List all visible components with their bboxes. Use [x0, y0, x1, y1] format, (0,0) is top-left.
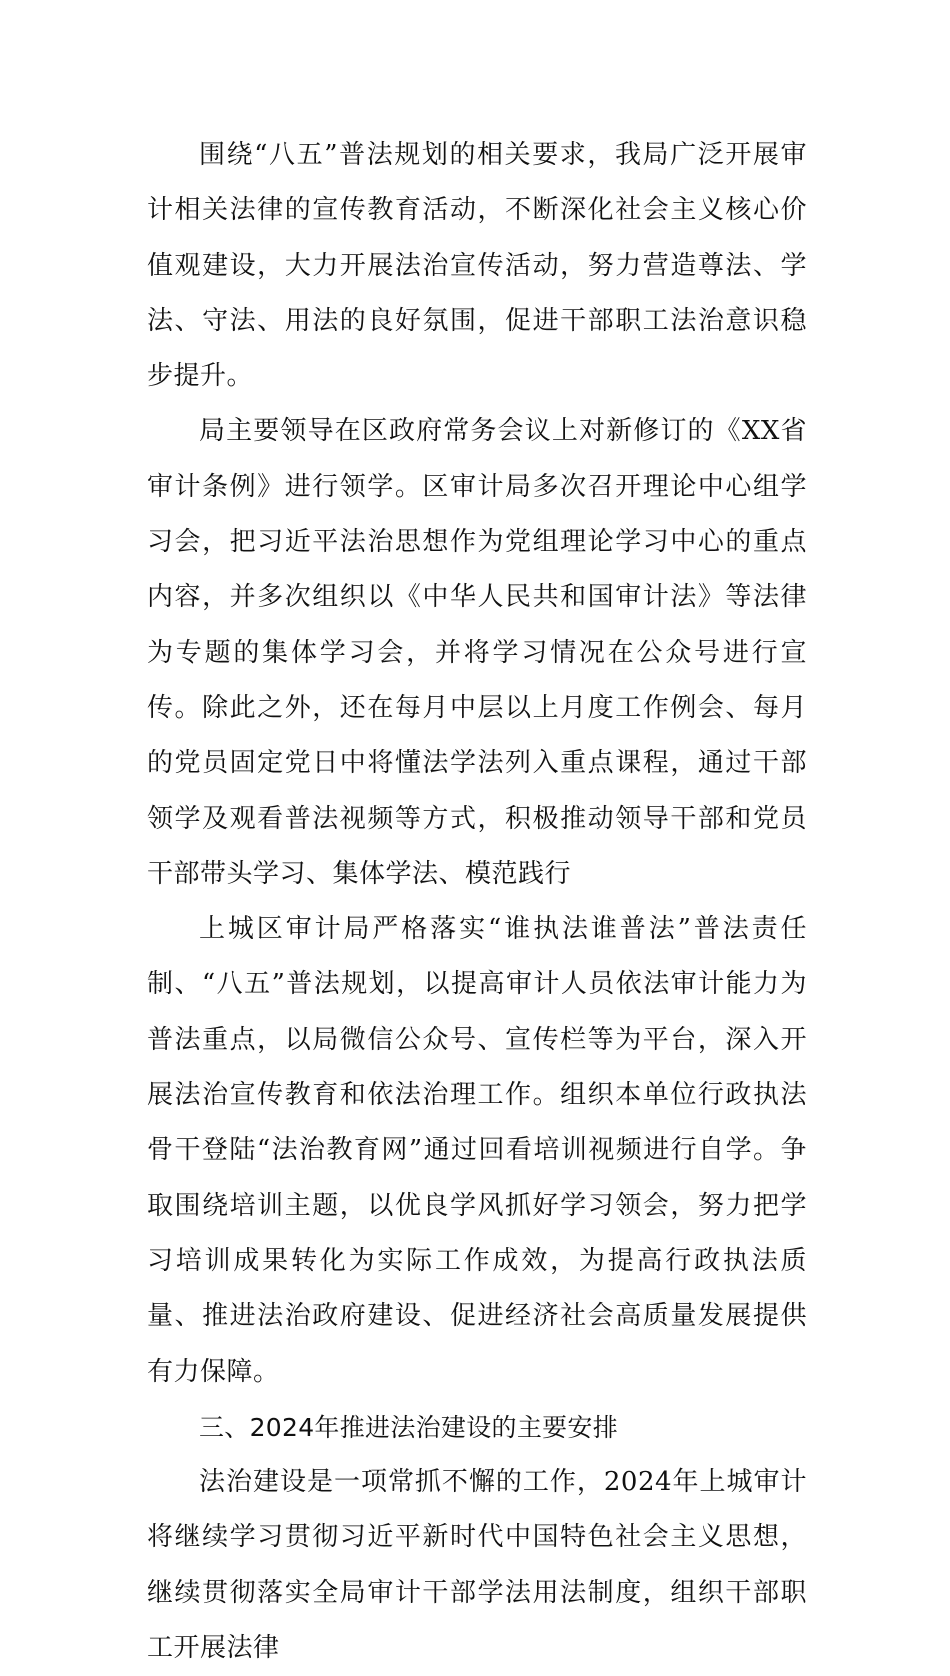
- paragraph-responsibility-system: 上城区审计局严格落实“谁执法谁普法”普法责任制、“八五”普法规划，以提高审计人员依法审计能力为普法重点，以局微信公众号、宣传栏等为平台，深入开展法治宣传教育和依法治理工作。组织本单位行政执法骨干登陆“法治教育网”通过回看培训视频进行自学。争取围绕培训主题，以优良学风抓好学习领会，努力把学习培训成果转化为实际工作成效，为提高行政执法质量、推进法治政府建设、促进经济社会高质量发展提供有力保障。: [147, 914, 807, 1387]
- paragraph-law-publicity: 围绕“八五”普法规划的相关要求，我局广泛开展审计相关法律的宣传教育活动，不断深化社会主义核心价值观建设，大力开展法治宣传活动，努力营造尊法、学法、守法、用法的良好氛围，促进干部职工法治意识稳步提升。: [147, 140, 807, 392]
- document-body: [147, 128, 807, 1676]
- paragraph-leadership-study: 局主要领导在区政府常务会议上对新修订的《XX省审计条例》进行领学。区审计局多次召开理论中心组学习会，把习近平法治思想作为党组理论学习中心的重点内容，并多次组织以《中华人民共和国审计法》等法律为专题的集体学习会，并将学习情况在公众号进行宣传。除此之外，还在每月中层以上月度工作例会、每月的党员固定党日中将懂法学法列入重点课程，通过干部领学及观看普法视频等方式，积极推动领导干部和党员干部带头学习、集体学法、模范践行: [147, 416, 807, 889]
- paragraph-2024-plan: 法治建设是一项常抓不懈的工作，2024年上城审计将继续学习贯彻习近平新时代中国特色社会主义思想，继续贯彻落实全局审计干部学法用法制度，组织干部职工开展法律: [147, 1467, 807, 1664]
- section-heading: 三、2024年推进法治建设的主要安排: [199, 1412, 619, 1442]
